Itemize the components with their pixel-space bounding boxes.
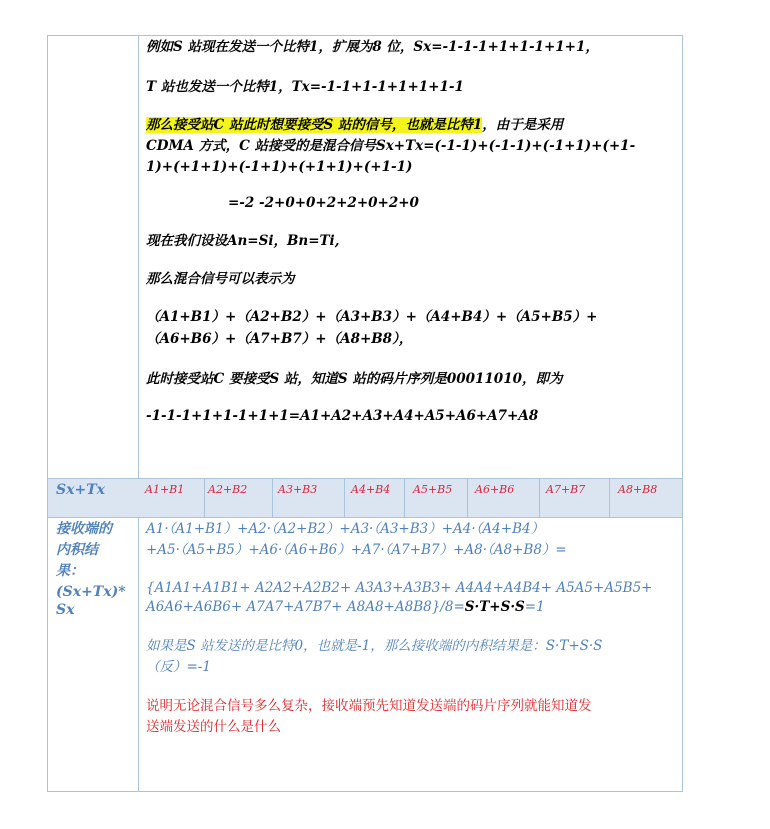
- inner-product-label-3: 果：: [56, 563, 84, 579]
- cell-divider: [204, 478, 205, 517]
- conclusion-line-2: 送端发送的什么是什么: [146, 719, 281, 735]
- text-line-7: 现在我们设设An=Si，Bn=Ti,: [146, 233, 340, 249]
- expansion-line-2: [146, 597, 681, 618]
- content-table: [47, 35, 683, 792]
- cell-divider: [404, 478, 405, 517]
- sum-cell: A1+B1: [145, 483, 185, 496]
- inner-product-label-5: Sx: [56, 602, 75, 618]
- row-divider-1: [48, 478, 682, 479]
- text-line-3-rest: ，由于是采用: [482, 117, 564, 133]
- text-line-9: （A1+B1）+（A2+B2）+（A3+B3）+（A4+B4）+（A5+B5）+: [146, 309, 598, 325]
- sum-cell: A3+B3: [278, 483, 318, 496]
- sum-cell: A2+B2: [208, 483, 248, 496]
- inner-product-label-1: 接收端的: [56, 521, 112, 537]
- text-line-2: T 站也发送一个比特1，Tx=-1-1+1-1+1+1+1-1: [146, 79, 464, 95]
- result-term: S·T+S·S: [464, 599, 525, 615]
- sum-cell: A6+B6: [475, 483, 515, 496]
- text-line-3: [146, 115, 676, 136]
- bit-zero-line-1: 如果是S 站发送的是比特0，也就是-1，那么接收端的内积结果是：S·T+S·S: [146, 638, 603, 654]
- inner-product-label-4: (Sx+Tx)*: [56, 584, 126, 600]
- inner-product-label-2: 内积结: [56, 542, 98, 558]
- bit-zero-line-2: （反）=-1: [146, 659, 211, 675]
- text-line-10: （A6+B6）+（A7+B7）+（A8+B8），: [146, 331, 413, 347]
- cell-divider: [272, 478, 273, 517]
- text-line-8: 那么混合信号可以表示为: [146, 271, 295, 287]
- row-divider-2: [48, 517, 682, 518]
- cell-divider: [609, 478, 610, 517]
- text-line-1: 例如S 站现在发送一个比特1，扩展为8 位，Sx=-1-1-1+1+1-1+1+1，: [146, 39, 599, 55]
- text-line-5: 1)+(+1+1)+(-1+1)+(+1+1)+(+1-1): [146, 159, 413, 175]
- text-line-11: 此时接受站C 要接受S 站，知道S 站的码片序列是00011010，即为: [146, 371, 563, 387]
- text-line-6: =-2 -2+0+0+2+2+0+2+0: [228, 195, 419, 211]
- text-line-12: -1-1-1+1+1-1+1+1=A1+A2+A3+A4+A5+A6+A7+A8: [146, 408, 539, 424]
- cell-divider: [539, 478, 540, 517]
- sum-cell: A8+B8: [618, 483, 658, 496]
- sum-cell: A5+B5: [413, 483, 453, 496]
- sum-cell: A4+B4: [351, 483, 391, 496]
- column-divider: [138, 36, 139, 791]
- conclusion-line-1: 说明无论混合信号多么复杂，接收端预先知道发送端的码片序列就能知道发: [146, 698, 592, 714]
- result-value: =1: [524, 599, 545, 615]
- cell-divider: [467, 478, 468, 517]
- inner-product-line-2: +A5·（A5+B5）+A6·（A6+B6）+A7·（A7+B7）+A8·（A8+B8）=: [146, 542, 567, 558]
- expansion-text: A6A6+A6B6+ A7A7+A7B7+ A8A8+A8B8}/8=: [146, 599, 465, 615]
- expansion-line-1: {A1A1+A1B1+ A2A2+A2B2+ A3A3+A3B3+ A4A4+A4B4+ A5A5+A5B5+: [146, 580, 653, 596]
- sum-cell: A7+B7: [546, 483, 586, 496]
- text-line-4: CDMA 方式，C 站接受的是混合信号Sx+Tx=(-1-1)+(-1-1)+(-1+1)+(+1-: [146, 138, 636, 154]
- cell-divider: [344, 478, 345, 517]
- sum-row-label: Sx+Tx: [56, 482, 105, 498]
- highlighted-text: 那么接受站C 站此时想要接受S 站的信号，也就是比特1: [146, 117, 483, 133]
- inner-product-line-1: A1·（A1+B1）+A2·（A2+B2）+A3·（A3+B3）+A4·（A4+B4）: [146, 521, 545, 537]
